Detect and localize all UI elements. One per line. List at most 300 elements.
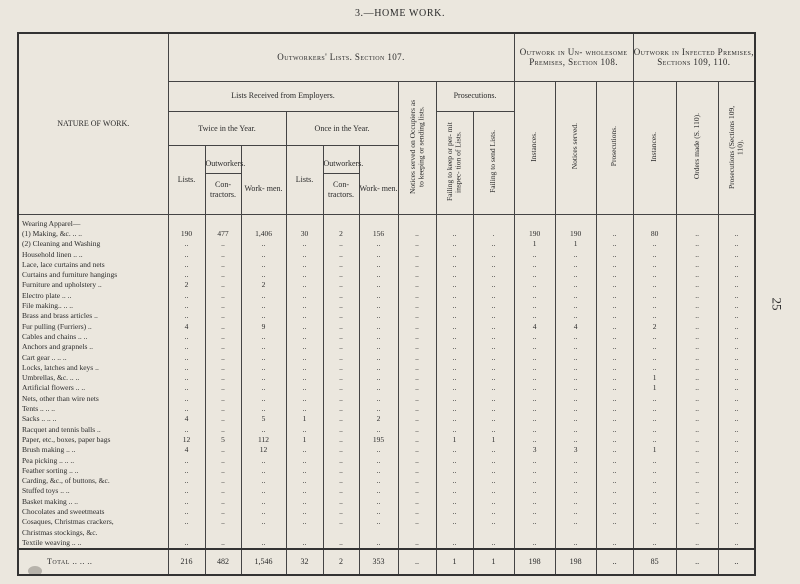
table-cell: .. <box>359 383 398 393</box>
table-cell: .. <box>359 466 398 476</box>
table-cell: .. <box>241 486 286 496</box>
table-cell: .. <box>718 291 755 301</box>
table-cell: .. <box>286 383 323 393</box>
table-body <box>18 214 755 575</box>
table-cell <box>168 528 205 538</box>
table-cell: 156 <box>359 229 398 239</box>
table-cell: .. <box>323 456 359 466</box>
table-cell: .. <box>436 414 473 424</box>
table-cell: .. <box>633 250 676 260</box>
table-cell: .. <box>633 425 676 435</box>
table-cell: .. <box>473 250 514 260</box>
table-cell: .. <box>436 476 473 486</box>
table-cell: .. <box>718 404 755 414</box>
table-cell: .. <box>676 363 718 373</box>
table-cell: .. <box>514 373 555 383</box>
table-cell <box>514 528 555 538</box>
table-cell: .. <box>436 311 473 321</box>
table-cell: .. <box>168 507 205 517</box>
row-label: Cosaques, Christmas crackers, <box>18 517 168 527</box>
table-cell: .. <box>205 301 241 311</box>
row-label: Stuffed toys .. .. <box>18 486 168 496</box>
table-row <box>18 353 755 363</box>
table-cell: .. <box>398 260 436 270</box>
table-cell: .. <box>676 250 718 260</box>
table-cell <box>323 214 359 229</box>
table-cell: .. <box>676 435 718 445</box>
table-cell: .. <box>436 250 473 260</box>
table-cell: .. <box>398 383 436 393</box>
table-cell: .. <box>596 538 633 549</box>
outworkers-header-twice: Outworkers. Con- tractors. <box>205 146 241 214</box>
table-cell: .. <box>676 291 718 301</box>
total-cell: 198 <box>514 549 555 575</box>
table-cell: .. <box>633 332 676 342</box>
table-cell: .. <box>473 332 514 342</box>
table-cell: .. <box>168 404 205 414</box>
table-cell: .. <box>473 291 514 301</box>
table-cell: 1 <box>633 445 676 455</box>
notices-served-header: Notices served. <box>555 81 596 214</box>
table-cell: .. <box>473 394 514 404</box>
table-cell: .. <box>323 363 359 373</box>
table-row <box>18 517 755 527</box>
table-cell: .. <box>286 280 323 290</box>
table-cell: .. <box>168 301 205 311</box>
table-row <box>18 538 755 549</box>
table-cell: .. <box>323 486 359 496</box>
contractors-header-twice: Con- tractors. <box>210 180 236 199</box>
table-cell: .. <box>555 404 596 414</box>
table-cell: .. <box>473 517 514 527</box>
table-cell: .. <box>676 456 718 466</box>
table-cell: .. <box>241 291 286 301</box>
table-cell: .. <box>398 280 436 290</box>
table-cell: .. <box>168 538 205 549</box>
table-cell: 30 <box>286 229 323 239</box>
table-cell: .. <box>676 394 718 404</box>
table-cell: .. <box>323 466 359 476</box>
total-cell: 198 <box>555 549 596 575</box>
table-cell: .. <box>398 342 436 352</box>
table-cell: 477 <box>205 229 241 239</box>
table-cell: .. <box>359 301 398 311</box>
table-cell: 80 <box>633 229 676 239</box>
table-cell: .. <box>286 466 323 476</box>
prosecutions-group-header: Prosecutions. <box>436 81 514 111</box>
table-cell: .. <box>205 250 241 260</box>
table-cell: .. <box>323 476 359 486</box>
table-cell: .. <box>398 486 436 496</box>
table-row <box>18 528 755 538</box>
table-cell: .. <box>168 456 205 466</box>
row-label: Christmas stockings, &c. <box>18 528 168 538</box>
table-cell: .. <box>436 404 473 414</box>
table-cell: .. <box>323 373 359 383</box>
table-cell: .. <box>596 404 633 414</box>
total-cell: 482 <box>205 549 241 575</box>
infected-premises-header: Outwork in Infected Premises, Sections 109, 110. <box>633 33 755 81</box>
table-cell: .. <box>241 239 286 249</box>
table-cell: .. <box>359 311 398 321</box>
table-cell: .. <box>241 373 286 383</box>
table-cell: .. <box>436 239 473 249</box>
table-cell: .. <box>205 507 241 517</box>
table-cell: .. <box>241 363 286 373</box>
table-cell: .. <box>676 353 718 363</box>
table-cell: .. <box>286 353 323 363</box>
table-cell: .. <box>718 260 755 270</box>
table-cell: .. <box>436 373 473 383</box>
table-cell: .. <box>596 311 633 321</box>
table-cell: .. <box>596 414 633 424</box>
table-cell: .. <box>596 270 633 280</box>
table-cell: .. <box>514 414 555 424</box>
row-label: Pea picking .. .. .. <box>18 456 168 466</box>
table-cell: .. <box>473 311 514 321</box>
table-cell: .. <box>596 301 633 311</box>
table-cell: .. <box>286 486 323 496</box>
table-cell: .. <box>168 250 205 260</box>
instances-header-109: Instances. <box>633 81 676 214</box>
row-label: Wearing Apparel— <box>18 214 168 229</box>
table-cell: .. <box>596 260 633 270</box>
table-cell: 1,406 <box>241 229 286 239</box>
table-cell <box>241 528 286 538</box>
table-cell: 1 <box>473 435 514 445</box>
table-cell: .. <box>555 538 596 549</box>
table-cell: .. <box>676 383 718 393</box>
table-cell: .. <box>436 322 473 332</box>
table-cell: .. <box>555 311 596 321</box>
table-cell: .. <box>596 497 633 507</box>
table-cell: .. <box>359 332 398 342</box>
table-cell: .. <box>596 507 633 517</box>
lists-header-twice: Lists. <box>168 146 205 214</box>
table-cell: .. <box>676 280 718 290</box>
row-label: Lace, lace curtains and nets <box>18 260 168 270</box>
table-cell: .. <box>555 260 596 270</box>
table-cell: .. <box>286 517 323 527</box>
table-cell: .. <box>555 280 596 290</box>
row-label: Household linen .. .. <box>18 250 168 260</box>
table-row <box>18 250 755 260</box>
row-label: Basket making .. .. <box>18 497 168 507</box>
table-cell: .. <box>436 497 473 507</box>
table-row <box>18 486 755 496</box>
table-cell: .. <box>555 507 596 517</box>
row-label: Sacks .. .. .. <box>18 414 168 424</box>
table-cell: .. <box>473 239 514 249</box>
table-cell: .. <box>398 497 436 507</box>
table-cell: .. <box>436 507 473 517</box>
table-cell: .. <box>398 476 436 486</box>
table-cell: .. <box>286 239 323 249</box>
table-cell: .. <box>596 466 633 476</box>
table-cell: .. <box>436 394 473 404</box>
table-cell: .. <box>241 301 286 311</box>
table-cell: 2 <box>241 280 286 290</box>
prosecutions-header-109: Prosecutions (Sections 109, 110). <box>718 81 755 214</box>
table-cell: .. <box>676 425 718 435</box>
table-cell: .. <box>555 353 596 363</box>
table-cell: .. <box>676 466 718 476</box>
table-cell: .. <box>323 507 359 517</box>
table-row <box>18 280 755 290</box>
table-cell: .. <box>398 353 436 363</box>
table-cell: .. <box>205 466 241 476</box>
table-cell: .. <box>286 445 323 455</box>
table-cell: .. <box>398 301 436 311</box>
table-cell: .. <box>205 517 241 527</box>
row-label: Tents .. .. .. <box>18 404 168 414</box>
table-cell: .. <box>436 270 473 280</box>
table-cell: .. <box>473 445 514 455</box>
table-cell <box>286 214 323 229</box>
table-cell: .. <box>286 363 323 373</box>
table-cell: .. <box>596 394 633 404</box>
table-cell: .. <box>359 404 398 414</box>
table-cell: 190 <box>168 229 205 239</box>
table-cell: .. <box>676 538 718 549</box>
workmen-header-once: Work- men. <box>359 146 398 214</box>
row-label: Feather sorting .. .. <box>18 466 168 476</box>
table-cell: 4 <box>555 322 596 332</box>
table-cell: .. <box>398 517 436 527</box>
table-cell: .. <box>205 363 241 373</box>
table-cell: 4 <box>168 322 205 332</box>
table-cell: .. <box>633 363 676 373</box>
table-cell: .. <box>168 517 205 527</box>
table-cell: .. <box>676 270 718 280</box>
table-cell: 12 <box>168 435 205 445</box>
table-row <box>18 435 755 445</box>
table-cell: .. <box>168 260 205 270</box>
table-cell: .. <box>323 270 359 280</box>
table-cell: . <box>473 229 514 239</box>
table-cell: .. <box>205 280 241 290</box>
table-cell: 2 <box>359 414 398 424</box>
table-cell <box>323 528 359 538</box>
table-cell: .. <box>718 394 755 404</box>
table-cell: .. <box>676 404 718 414</box>
table-cell: .. <box>718 280 755 290</box>
row-label: Cart gear .. .. .. <box>18 353 168 363</box>
table-cell: .. <box>359 456 398 466</box>
table-cell: .. <box>436 342 473 352</box>
table-cell: .. <box>514 517 555 527</box>
table-cell: .. <box>514 301 555 311</box>
table-cell: .. <box>398 538 436 549</box>
table-cell: .. <box>286 342 323 352</box>
table-cell: .. <box>241 270 286 280</box>
total-label: Total .. .. .. <box>18 549 168 575</box>
table-cell: 1 <box>436 435 473 445</box>
table-cell: .. <box>359 342 398 352</box>
table-cell: .. <box>555 425 596 435</box>
table-cell: .. <box>596 363 633 373</box>
table-cell: .. <box>473 466 514 476</box>
table-row <box>18 456 755 466</box>
table-cell: .. <box>514 250 555 260</box>
table-row <box>18 373 755 383</box>
table-cell <box>633 528 676 538</box>
table-cell: 190 <box>514 229 555 239</box>
table-cell: .. <box>473 280 514 290</box>
table-cell: .. <box>633 497 676 507</box>
table-cell: .. <box>596 332 633 342</box>
table-cell: .. <box>555 435 596 445</box>
table-row <box>18 507 755 517</box>
total-cell: 1 <box>473 549 514 575</box>
table-row <box>18 322 755 332</box>
table-cell <box>718 528 755 538</box>
page-number: 25 <box>769 297 785 311</box>
table-cell: .. <box>555 476 596 486</box>
table-cell: 12 <box>241 445 286 455</box>
table-cell <box>436 528 473 538</box>
table-cell: .. <box>205 425 241 435</box>
table-cell: .. <box>286 507 323 517</box>
table-row <box>18 425 755 435</box>
table-cell: .. <box>473 414 514 424</box>
table-cell: .. <box>473 456 514 466</box>
table-cell: .. <box>323 517 359 527</box>
table-cell: .. <box>633 280 676 290</box>
table-cell: .. <box>241 383 286 393</box>
table-cell: .. <box>359 291 398 301</box>
table-cell: .. <box>555 486 596 496</box>
table-row <box>18 332 755 342</box>
table-cell: .. <box>718 373 755 383</box>
table-cell: .. <box>436 456 473 466</box>
row-label: Chocolates and sweetmeats <box>18 507 168 517</box>
table-cell: .. <box>398 229 436 239</box>
table-cell: .. <box>286 373 323 383</box>
table-cell: .. <box>323 239 359 249</box>
table-cell: .. <box>718 517 755 527</box>
table-cell: .. <box>241 507 286 517</box>
table-cell: .. <box>514 332 555 342</box>
row-label: Electro plate .. .. <box>18 291 168 301</box>
table-cell: 3 <box>514 445 555 455</box>
table-cell: 9 <box>241 322 286 332</box>
table-cell: .. <box>596 353 633 363</box>
table-cell: .. <box>596 342 633 352</box>
table-cell: .. <box>436 301 473 311</box>
table-row <box>18 383 755 393</box>
table-cell: .. <box>286 425 323 435</box>
table-cell: .. <box>676 414 718 424</box>
table-cell: .. <box>718 435 755 445</box>
table-cell: .. <box>241 466 286 476</box>
total-cell: 85 <box>633 549 676 575</box>
table-cell: 195 <box>359 435 398 445</box>
table-cell: .. <box>718 250 755 260</box>
table-cell: .. <box>514 456 555 466</box>
total-cell: .. <box>398 549 436 575</box>
prosecutions-header-108: Prosecutions. <box>596 81 633 214</box>
table-cell: .. <box>241 425 286 435</box>
row-label: Artificial flowers .. .. <box>18 383 168 393</box>
table-cell: .. <box>473 476 514 486</box>
table-cell: .. <box>633 301 676 311</box>
row-label: Cables and chains .. .. <box>18 332 168 342</box>
table-cell: .. <box>168 311 205 321</box>
total-cell: 1,546 <box>241 549 286 575</box>
table-cell: 3 <box>555 445 596 455</box>
table-cell: .. <box>436 363 473 373</box>
table-cell: .. <box>514 291 555 301</box>
table-cell: .. <box>514 476 555 486</box>
table-cell: .. <box>398 239 436 249</box>
table-cell: .. <box>596 517 633 527</box>
table-cell: .. <box>633 353 676 363</box>
table-cell: .. <box>398 507 436 517</box>
table-cell: .. <box>676 486 718 496</box>
table-cell: .. <box>241 404 286 414</box>
table-cell: 2 <box>323 229 359 239</box>
table-cell: .. <box>205 383 241 393</box>
table-cell: .. <box>676 373 718 383</box>
table-cell: .. <box>555 363 596 373</box>
table-cell: .. <box>323 250 359 260</box>
table-cell: .. <box>241 332 286 342</box>
total-cell: .. <box>676 549 718 575</box>
table-cell: .. <box>555 383 596 393</box>
table-cell: .. <box>205 456 241 466</box>
table-cell <box>514 214 555 229</box>
table-cell <box>555 214 596 229</box>
table-cell: 112 <box>241 435 286 445</box>
table-cell: .. <box>718 414 755 424</box>
table-cell: 4 <box>168 414 205 424</box>
table-cell <box>359 214 398 229</box>
table-row <box>18 497 755 507</box>
table-cell: .. <box>555 456 596 466</box>
table-cell: 1 <box>633 383 676 393</box>
table-cell: .. <box>398 456 436 466</box>
table-cell: .. <box>514 538 555 549</box>
table-cell: .. <box>633 260 676 270</box>
table-cell: .. <box>718 456 755 466</box>
table-cell: .. <box>359 497 398 507</box>
table-cell: .. <box>514 404 555 414</box>
table-row <box>18 229 755 239</box>
table-cell: .. <box>168 373 205 383</box>
table-cell: .. <box>473 486 514 496</box>
table-cell: .. <box>596 456 633 466</box>
table-cell: .. <box>205 497 241 507</box>
table-row <box>18 466 755 476</box>
table-cell: .. <box>205 476 241 486</box>
table-cell: 1 <box>286 435 323 445</box>
table-cell: .. <box>718 322 755 332</box>
row-label: Paper, etc., boxes, paper bags <box>18 435 168 445</box>
table-cell: .. <box>286 394 323 404</box>
table-row <box>18 311 755 321</box>
table-cell: .. <box>323 497 359 507</box>
table-cell: .. <box>718 507 755 517</box>
row-label: Nets, other than wire nets <box>18 394 168 404</box>
total-cell: .. <box>596 549 633 575</box>
table-cell: .. <box>359 445 398 455</box>
table-cell: .. <box>323 301 359 311</box>
table-cell <box>633 214 676 229</box>
table-cell: .. <box>436 229 473 239</box>
table-cell: .. <box>323 260 359 270</box>
table-header <box>18 33 755 214</box>
